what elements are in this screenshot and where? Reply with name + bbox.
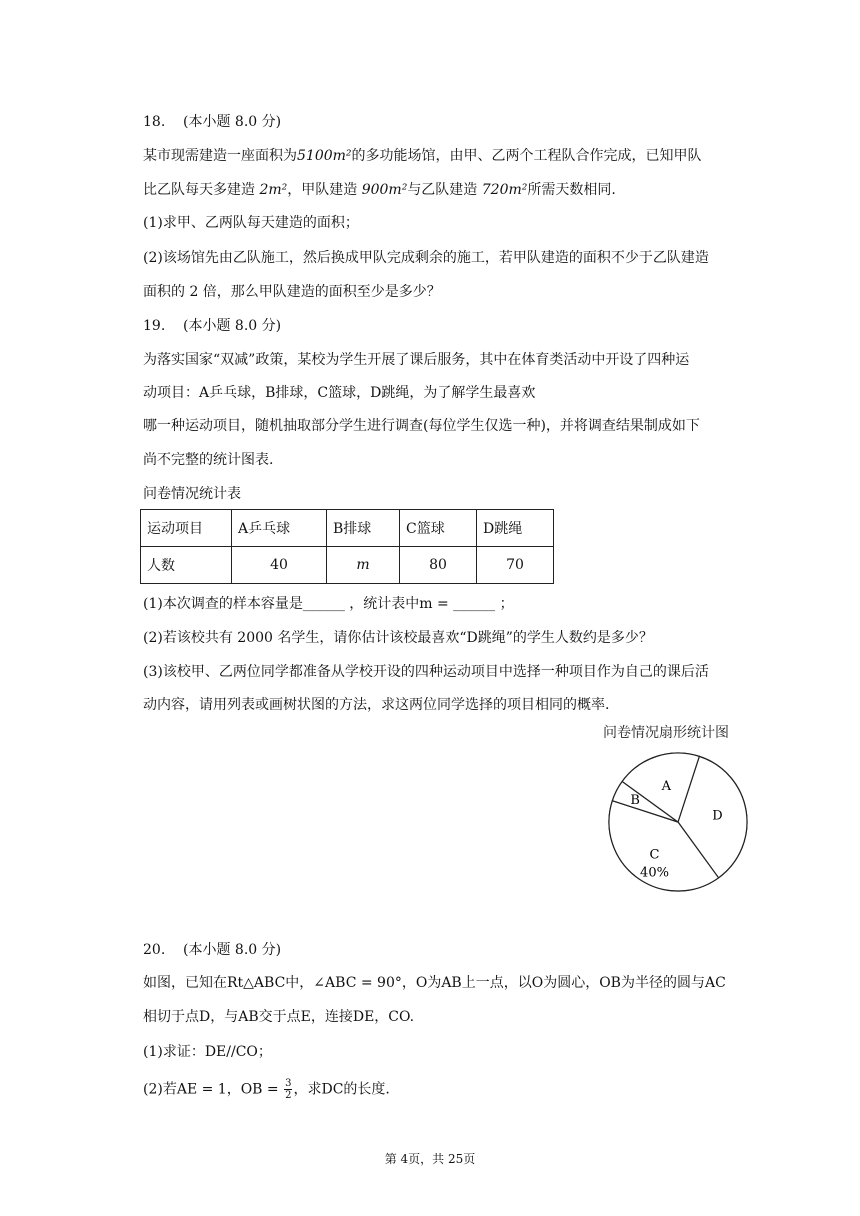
question-19-part-2: (2)若该校共有 2000 名学生，请你估计该校最喜欢“D跳绳”的学生人数约是多少？ (143, 630, 653, 646)
question-18-line-1 (143, 146, 702, 166)
pie-percent-C: 40% (640, 865, 669, 881)
question-points: (本小题 8.0 分) (183, 114, 282, 130)
question-19-line-4: 尚不完整的统计图表. (143, 452, 274, 468)
question-points: (本小题 8.0 分) (183, 318, 282, 334)
question-19-part-3-cont: 动内容，请用列表或画树状图的方法，求这两位同学选择的项目相同的概率. (143, 697, 610, 713)
question-18-part-2: (2)该场馆先由乙队施工，然后换成甲队完成剩余的施工，若甲队建造的面积不少于乙队建造 (143, 250, 709, 266)
table-cell: 70 (477, 547, 554, 584)
page-footer: 第 4页，共 25页 (384, 1152, 476, 1166)
survey-table (140, 509, 554, 584)
question-18-part-1: (1)求甲、乙两队每天建造的面积； (143, 215, 359, 231)
math: 900m² (361, 182, 408, 198)
question-19-line-3: 哪一种运动项目，随机抽取部分学生进行调查(每位学生仅选一种)，并将调查结果制成如下 (143, 418, 700, 434)
pie-label-A: A (661, 778, 671, 794)
table-cell: 80 (400, 547, 477, 584)
question-20-line-2: 相切于点D，与AB交于点E，连接DE，CO. (143, 1009, 415, 1025)
math: 5100m² (297, 148, 352, 164)
question-number: 18. (143, 114, 166, 130)
question-20-part-1: (1)求证：DE//CO； (143, 1044, 272, 1060)
fraction-numerator: 3 (285, 1078, 292, 1089)
text: 与乙队建造 (407, 182, 482, 198)
question-18-part-2-cont: 面积的 2 倍，那么甲队建造的面积至少是多少？ (143, 284, 441, 300)
pie-chart-title: 问卷情况扇形统计图 (603, 725, 729, 741)
table-cell: 人数 (141, 547, 232, 584)
question-20-header (143, 940, 281, 960)
pie-chart (600, 745, 760, 900)
text: 某市现需建造一座面积为 (143, 148, 297, 164)
question-points: (本小题 8.0 分) (183, 942, 282, 958)
text: 的多功能场馆，由甲、乙两个工程队合作完成，已知甲队 (351, 148, 702, 164)
text: (2)若AE = 1，OB = (143, 1081, 284, 1098)
question-number: 20. (143, 942, 166, 958)
question-18-line-2 (143, 180, 616, 200)
pie-label-C: C (649, 847, 660, 863)
question-number: 19. (143, 318, 166, 334)
question-19-header (143, 316, 281, 336)
math: 2m² (259, 182, 288, 198)
table-cell: D跳绳 (477, 510, 554, 547)
table-cell: C篮球 (400, 510, 477, 547)
table-cell: 40 (232, 547, 327, 584)
table-cell: B排球 (327, 510, 400, 547)
question-19-line-2: 动项目：A乒乓球，B排球，C篮球，D跳绳，为了解学生最喜欢 (143, 385, 536, 401)
pie-label-B: B (630, 793, 640, 809)
math: 720m² (481, 182, 528, 198)
table-cell: A乒乓球 (232, 510, 327, 547)
question-19-part-3: (3)该校甲、乙两位同学都准备从学校开设的四种运动项目中选择一种项目作为自己的课后活 (143, 664, 709, 680)
text: 所需天数相同. (527, 182, 616, 198)
text: ，求DC的长度. (293, 1081, 390, 1098)
table-cell: m (327, 547, 400, 584)
table-header-row (141, 510, 554, 547)
text: ，甲队建造 (287, 182, 362, 198)
question-19-part-1: (1)本次调查的样本容量是______ ，统计表中m = ______ ； (143, 596, 514, 612)
table-cell: 运动项目 (141, 510, 232, 547)
fraction (284, 1078, 292, 1101)
table-title: 问卷情况统计表 (143, 486, 241, 502)
table-row (141, 547, 554, 584)
question-19-line-1: 为落实国家“双减”政策，某校为学生开展了课后服务，其中在体育类活动中开设了四种运 (143, 352, 690, 368)
question-20-line-1: 如图，已知在Rt△ABC中，∠ABC = 90°，O为AB上一点，以O为圆心，OB为半径的圆与AC (143, 975, 726, 991)
question-18-header (143, 112, 281, 132)
question-20-part-2 (143, 1078, 390, 1101)
pie-label-D: D (712, 808, 723, 824)
text: 比乙队每天多建造 (143, 182, 260, 198)
fraction-denominator: 2 (285, 1090, 292, 1101)
